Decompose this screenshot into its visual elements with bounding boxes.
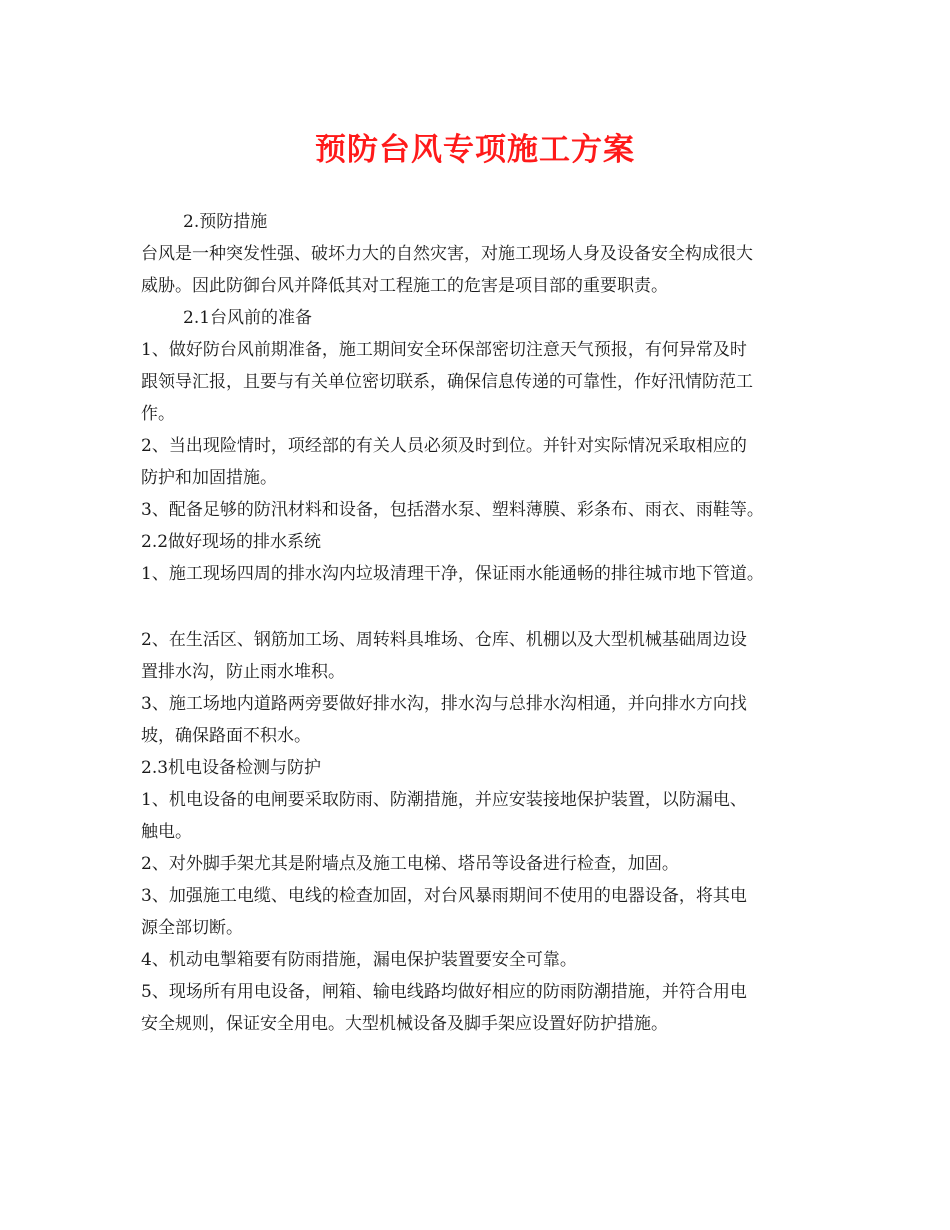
paragraph-line: 2、当出现险情时，项经部的有关人员必须及时到位。并针对实际情况采取相应的 xyxy=(141,436,747,456)
paragraph-line: 台风是一种突发性强、破坏力大的自然灾害，对施工现场人身及设备安全构成很大 xyxy=(141,244,753,264)
paragraph-line: 跟领导汇报，且要与有关单位密切联系，确保信息传递的可靠性，作好汛情防范工 xyxy=(141,372,753,392)
paragraph-line: 3、配备足够的防汛材料和设备，包括潜水泵、塑料薄膜、彩条布、雨衣、雨鞋等。 xyxy=(141,500,764,520)
paragraph-line: 1、施工现场四周的排水沟内垃圾清理干净，保证雨水能通畅的排往城市地下管道。 xyxy=(141,564,764,584)
paragraph-line: 触电。 xyxy=(141,822,192,842)
section-heading: 2.3机电设备检测与防护 xyxy=(141,758,322,778)
paragraph-line: 坡，确保路面不积水。 xyxy=(141,726,311,746)
paragraph-line: 3、施工场地内道路两旁要做好排水沟，排水沟与总排水沟相通，并向排水方向找 xyxy=(141,694,747,714)
paragraph-line: 2、在生活区、钢筋加工场、周转料具堆场、仓库、机棚以及大型机械基础周边设 xyxy=(141,630,747,650)
blank-line xyxy=(141,590,831,624)
paragraph-line: 威胁。因此防御台风并降低其对工程施工的危害是项目部的重要职责。 xyxy=(141,276,668,296)
section-heading: 2.预防措施 xyxy=(183,212,268,232)
document-title: 预防台风专项施工方案 xyxy=(315,132,635,168)
paragraph-line: 防护和加固措施。 xyxy=(141,468,277,488)
paragraph-line: 源全部切断。 xyxy=(141,918,243,938)
paragraph-line: 1、机电设备的电闸要采取防雨、防潮措施，并应安装接地保护装置，以防漏电、 xyxy=(141,790,747,810)
section-heading: 2.2做好现场的排水系统 xyxy=(141,532,322,552)
paragraph-line: 4、机动电掣箱要有防雨措施，漏电保护装置要安全可靠。 xyxy=(141,950,577,970)
paragraph-line: 安全规则，保证安全用电。大型机械设备及脚手架应设置好防护措施。 xyxy=(141,1014,668,1034)
paragraph-line: 5、现场所有用电设备，闸箱、输电线路均做好相应的防雨防潮措施，并符合用电 xyxy=(141,982,747,1002)
section-heading: 2.1台风前的准备 xyxy=(183,308,313,328)
paragraph-line: 置排水沟，防止雨水堆积。 xyxy=(141,662,345,682)
paragraph-line: 2、对外脚手架尤其是附墙点及施工电梯、塔吊等设备进行检查，加固。 xyxy=(141,854,679,874)
paragraph-line: 作。 xyxy=(141,404,175,424)
paragraph-line: 1、做好防台风前期准备，施工期间安全环保部密切注意天气预报，有何异常及时 xyxy=(141,340,747,360)
document-body xyxy=(141,206,831,1040)
paragraph-line: 3、加强施工电缆、电线的检查加固，对台风暴雨期间不使用的电器设备，将其电 xyxy=(141,886,747,906)
